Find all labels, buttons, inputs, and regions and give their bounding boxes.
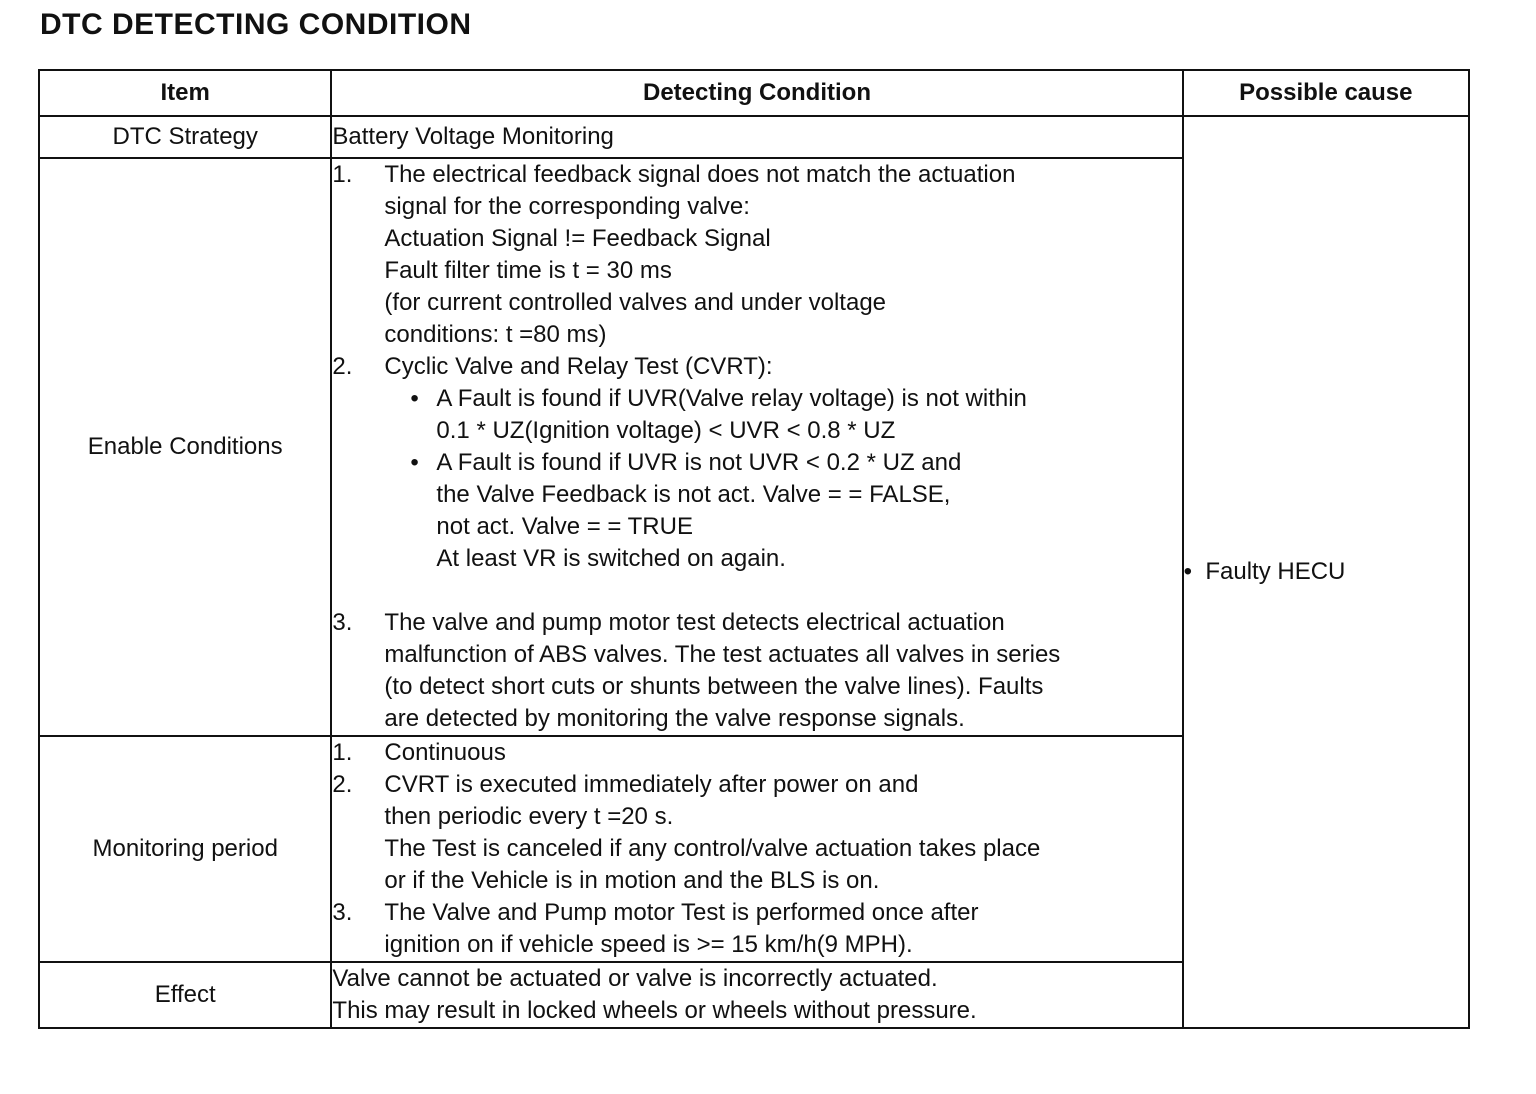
header-condition: Detecting Condition [331, 70, 1182, 116]
text-line: CVRT is executed immediately after power on and [384, 771, 919, 798]
text-line: Continuous [384, 739, 506, 766]
condition-effect [331, 962, 1182, 1028]
possible-cause-cell [1183, 116, 1469, 1028]
item-enable-conditions: Enable Conditions [39, 158, 331, 736]
text-line: A Fault is found if UVR(Valve relay voltage) is not within [436, 385, 1027, 412]
dtc-table [38, 69, 1470, 1029]
list-number: 3. [332, 609, 353, 636]
header-item: Item [39, 70, 331, 116]
text-line: conditions: t =80 ms) [384, 321, 607, 348]
text-line: This may result in locked wheels or wheels without pressure. [332, 997, 977, 1024]
list-number: 1. [332, 161, 353, 188]
text-line: The valve and pump motor test detects electrical actuation [384, 609, 1005, 636]
page-title: DTC DETECTING CONDITION [40, 8, 472, 41]
text-line: At least VR is switched on again. [436, 545, 786, 572]
bullet-icon: • [1183, 558, 1192, 585]
text-line: then periodic every t =20 s. [384, 803, 674, 830]
condition-enable-conditions [331, 158, 1182, 736]
bullet-icon: • [410, 385, 419, 412]
text-line: or if the Vehicle is in motion and the BLS is on. [384, 867, 880, 894]
header-cause: Possible cause [1183, 70, 1469, 116]
text-line: not act. Valve = = TRUE [436, 513, 693, 540]
bullet-icon: • [410, 449, 419, 476]
text-line: 0.1 * UZ(Ignition voltage) < UVR < 0.8 * UZ [436, 417, 896, 444]
text-line: Fault filter time is t = 30 ms [384, 257, 672, 284]
cause-text: Faulty HECU [1205, 558, 1346, 585]
list-number: 1. [332, 739, 353, 766]
list-number: 2. [332, 771, 353, 798]
condition-monitoring-period [331, 736, 1182, 962]
item-effect: Effect [39, 962, 331, 1028]
text-line: malfunction of ABS valves. The test actuates all valves in series [384, 641, 1061, 668]
text-line: ignition on if vehicle speed is >= 15 km/h(9 MPH). [384, 931, 913, 958]
text-line: A Fault is found if UVR is not UVR < 0.2 * UZ and [436, 449, 962, 476]
item-dtc-strategy: DTC Strategy [39, 116, 331, 158]
text-line: are detected by monitoring the valve response signals. [384, 705, 965, 732]
item-monitoring-period: Monitoring period [39, 736, 331, 962]
text-line: Actuation Signal != Feedback Signal [384, 225, 771, 252]
text-line: The Test is canceled if any control/valve actuation takes place [384, 835, 1041, 862]
text-line: the Valve Feedback is not act. Valve = = FALSE, [436, 481, 951, 508]
table-header-row [39, 70, 1469, 116]
text-line: signal for the corresponding valve: [384, 193, 750, 220]
text-line: Valve cannot be actuated or valve is incorrectly actuated. [332, 965, 938, 992]
text-line: (for current controlled valves and under voltage [384, 289, 887, 316]
text-line: Cyclic Valve and Relay Test (CVRT): [384, 353, 773, 380]
text-line: (to detect short cuts or shunts between the valve lines). Faults [384, 673, 1044, 700]
condition-dtc-strategy: Battery Voltage Monitoring [331, 116, 1182, 158]
text-line: The Valve and Pump motor Test is performed once after [384, 899, 979, 926]
list-number: 2. [332, 353, 353, 380]
list-number: 3. [332, 899, 353, 926]
table-row [39, 116, 1469, 158]
text-line: The electrical feedback signal does not match the actuation [384, 161, 1016, 188]
